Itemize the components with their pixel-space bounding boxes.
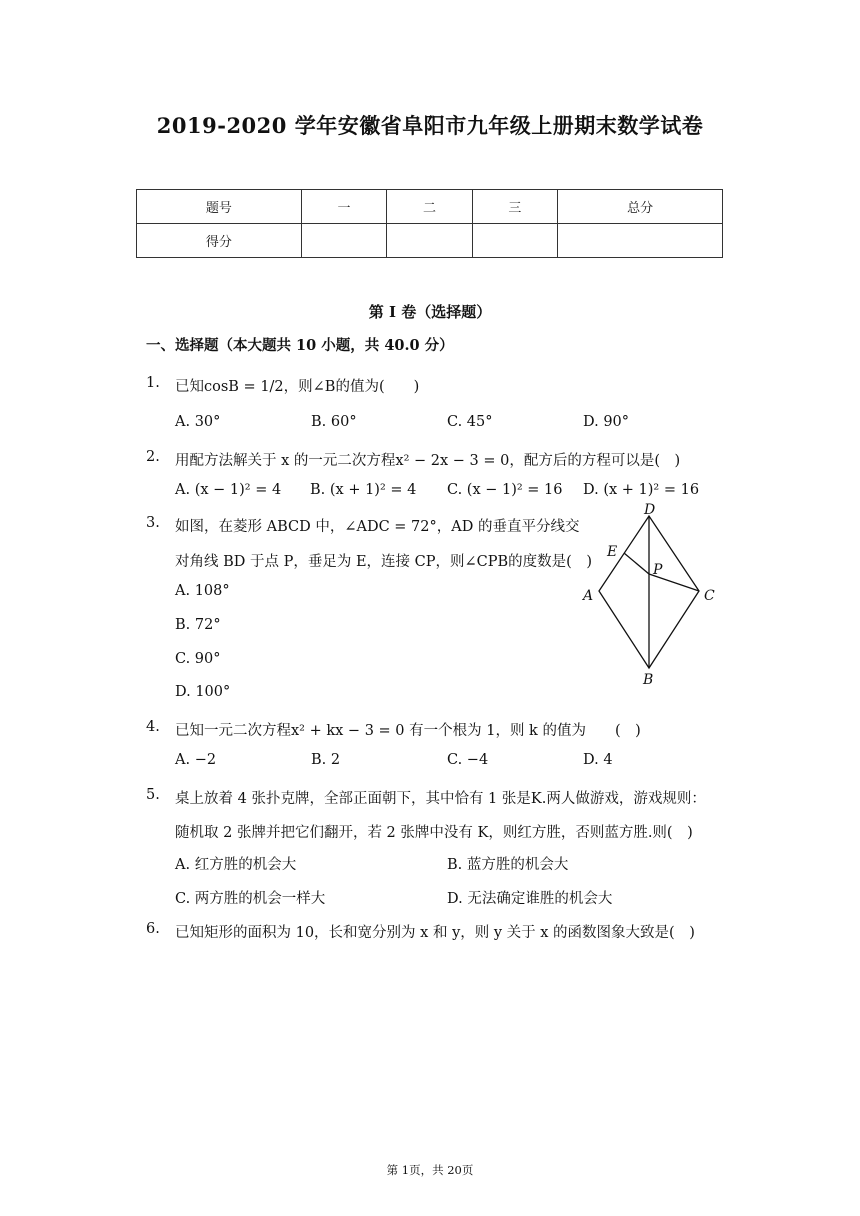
question-text: 已知cosB = 1/2，则∠B的值为( ) [175, 379, 420, 395]
score-table-cell: 题号 [137, 190, 302, 224]
option-d: D. 无法确定谁胜的机会大 [447, 891, 613, 907]
score-table-cell: 一 [301, 190, 386, 224]
score-table-empty-cell [387, 224, 472, 258]
option-a: A. 红方胜的机会大 [175, 857, 297, 873]
question-number: 2. [146, 449, 160, 465]
option-a: A. 108° [175, 583, 230, 599]
option-c: C. −4 [447, 752, 489, 768]
rhombus-figure [574, 498, 734, 693]
option-b: B. 72° [175, 617, 221, 633]
question-number: 3. [146, 515, 160, 531]
option-d: D. 100° [175, 684, 231, 700]
label-e: E [607, 544, 618, 560]
label-d: D [644, 502, 656, 518]
option-d: D. 4 [583, 752, 613, 768]
question-text-line2: 随机取 2 张牌并把它们翻开，若 2 张牌中没有 K，则红方胜，否则蓝方胜.则( ) [175, 825, 693, 841]
question-text-line1: 桌上放着 4 张扑克牌，全部正面朝下，其中恰有 1 张是K.两人做游戏，游戏规则： [175, 791, 706, 807]
score-table-score-row [137, 224, 723, 258]
score-table-empty-cell [472, 224, 557, 258]
page-footer: 第 1页，共 20页 [386, 1163, 474, 1177]
question-text: 用配方法解关于 x 的一元二次方程x² − 2x − 3 = 0，配方后的方程可以是( ) [175, 453, 681, 469]
question-number: 4. [146, 719, 160, 735]
question-number: 1. [146, 375, 160, 391]
question-number: 6. [146, 921, 160, 937]
option-a: A. −2 [175, 752, 217, 768]
label-b: B [643, 672, 654, 688]
score-table-cell: 总分 [558, 190, 723, 224]
option-d: D. 90° [583, 414, 630, 430]
score-table-cell: 三 [472, 190, 557, 224]
score-table-cell: 得分 [137, 224, 302, 258]
score-table-empty-cell [558, 224, 723, 258]
option-b: B. 蓝方胜的机会大 [447, 857, 569, 873]
section-heading: 一、选择题（本大题共 10 小题，共 40.0 分） [146, 337, 454, 354]
question-text: 已知矩形的面积为 10，长和宽分别为 x 和 y，则 y 关于 x 的函数图象大致是( ) [175, 925, 695, 941]
question-number: 5. [146, 787, 160, 803]
score-table-cell: 二 [387, 190, 472, 224]
option-a: A. 30° [175, 414, 221, 430]
option-d: D. (x + 1)² = 16 [583, 482, 700, 498]
option-c: C. 45° [447, 414, 493, 430]
question-text: 已知一元二次方程x² + kx − 3 = 0 有一个根为 1，则 k 的值为 ( ) [175, 723, 641, 739]
option-b: B. 60° [311, 414, 357, 430]
label-p: P [653, 562, 663, 578]
option-c: C. 两方胜的机会一样大 [175, 891, 326, 907]
option-c: C. 90° [175, 651, 221, 667]
score-table [136, 189, 723, 258]
perpendicular-bisector-ep [624, 553, 649, 574]
option-b: B. 2 [311, 752, 341, 768]
page-title: 2019-2020 学年安徽省阜阳市九年级上册期末数学试卷 [156, 113, 704, 138]
option-a: A. (x − 1)² = 4 [175, 482, 282, 498]
option-b: B. (x + 1)² = 4 [310, 482, 417, 498]
score-table-header-row [137, 190, 723, 224]
label-a: A [583, 588, 594, 604]
question-text-line2: 对角线 BD 于点 P，垂足为 E，连接 CP，则∠CPB的度数是( ) [175, 554, 592, 570]
label-c: C [704, 588, 715, 604]
part-title: 第 I 卷（选择题） [368, 303, 492, 321]
question-text-line1: 如图，在菱形 ABCD 中，∠ADC = 72°，AD 的垂直平分线交 [175, 519, 580, 535]
score-table-empty-cell [301, 224, 386, 258]
option-c: C. (x − 1)² = 16 [447, 482, 563, 498]
